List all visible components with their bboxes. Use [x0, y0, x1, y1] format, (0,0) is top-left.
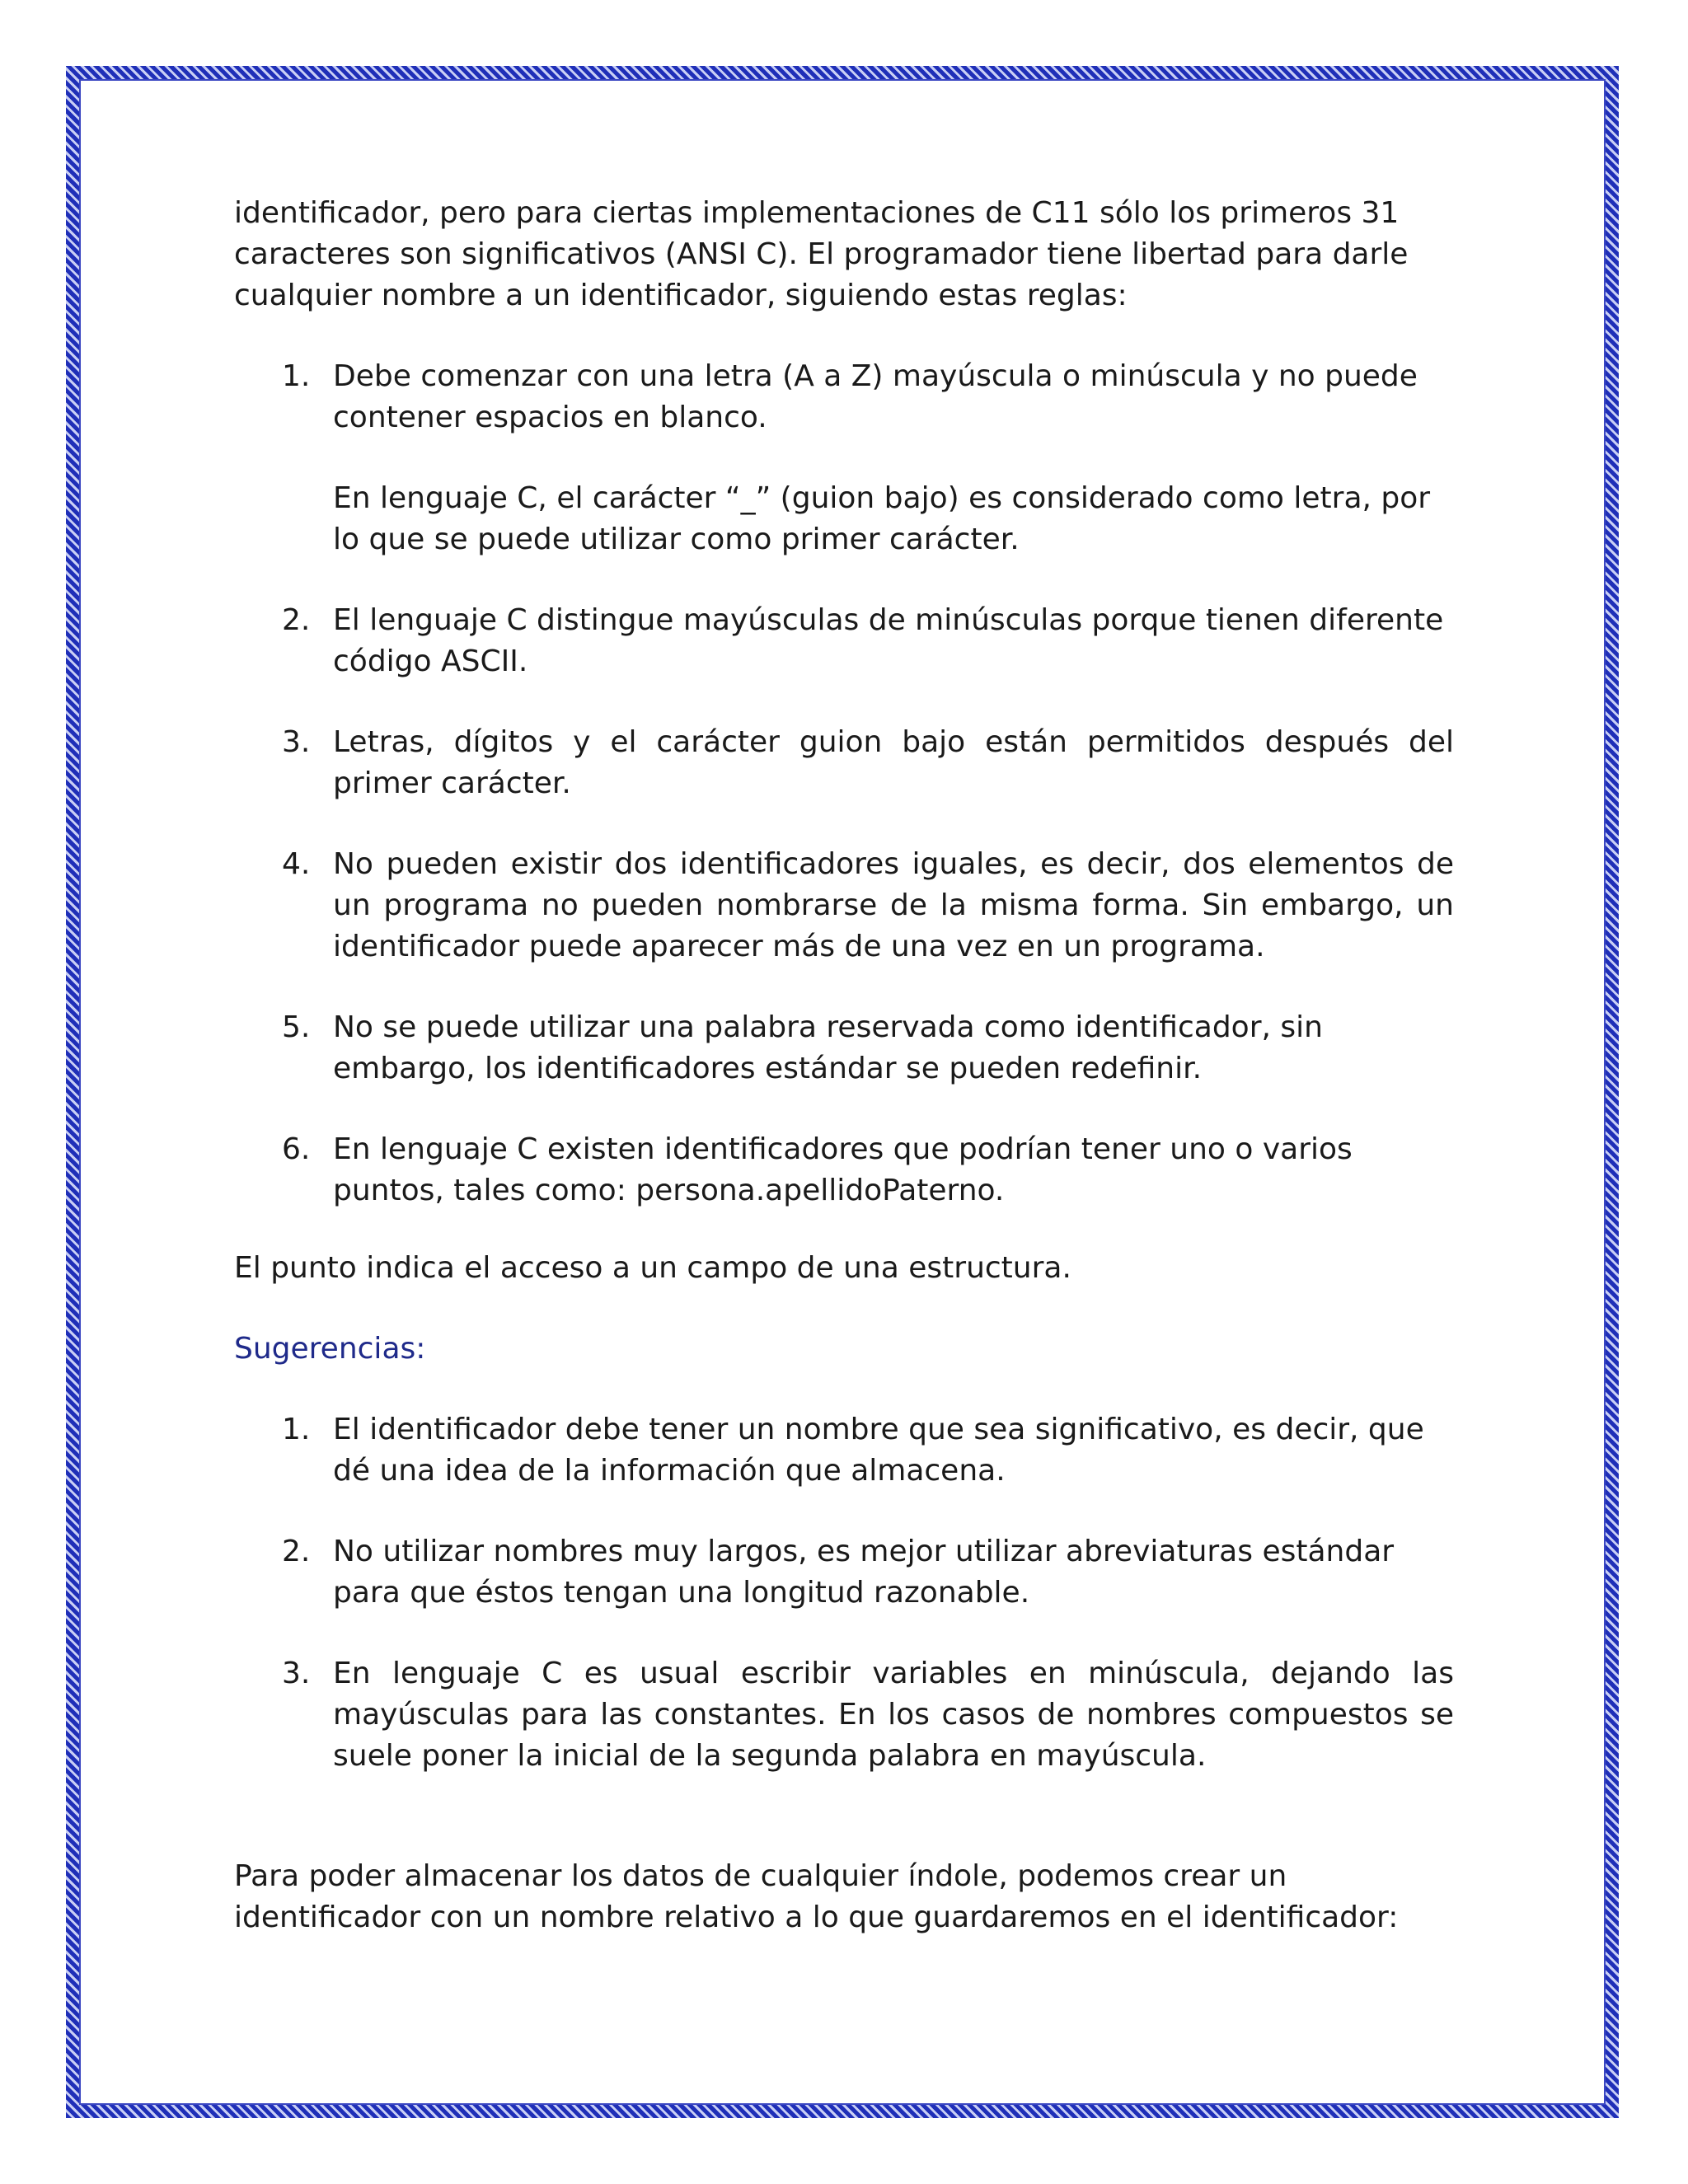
closing-paragraph: Para poder almacenar los datos de cualquier índole, podemos crear un identificador con un nombre relativo a lo que guardaremos en el identificador:: [234, 1859, 1399, 1934]
document-body: [234, 193, 1454, 1938]
rule-number: 3.: [282, 725, 311, 759]
rule-text: No se puede utilizar una palabra reservada como identificador, sin embargo, los identificadores estándar se pueden redefinir.: [333, 1010, 1323, 1085]
structure-note-paragraph: El punto indica el acceso a un campo de una estructura.: [234, 1251, 1071, 1285]
suggestion-item-3: [234, 1653, 1454, 1777]
rule-number: 2.: [282, 603, 311, 637]
rule-item-4: [234, 844, 1454, 968]
rule-text: No pueden existir dos identificadores iguales, es decir, dos elementos de un programa no pueden nombrarse de la misma forma. Sin embargo, un identificador puede aparecer más de una vez en un programa.: [333, 847, 1454, 963]
rule-number: 5.: [282, 1010, 311, 1044]
rule-item-3: [234, 722, 1454, 804]
suggestion-text: El identificador debe tener un nombre que sea significativo, es decir, que dé una idea de la información que almacena.: [333, 1413, 1424, 1488]
rule-item-2: [234, 600, 1454, 682]
rule-item-5: [234, 1007, 1454, 1090]
suggestion-number: 1.: [282, 1413, 311, 1446]
rule-number: 6.: [282, 1132, 311, 1166]
rule-text: El lenguaje C distingue mayúsculas de minúsculas porque tienen diferente código ASCII.: [333, 603, 1444, 678]
suggestion-item-2: [234, 1531, 1454, 1614]
suggestion-text: En lenguaje C es usual escribir variables en minúscula, dejando las mayúsculas para las constantes. En los casos de nombres compuestos se suele poner la inicial de la segunda palabra en mayúscula.: [333, 1657, 1454, 1773]
suggestion-item-1: [234, 1409, 1454, 1492]
rule-number: 4.: [282, 847, 311, 881]
suggestion-number: 3.: [282, 1657, 311, 1690]
rules-list: [234, 356, 1454, 1212]
intro-paragraph: identificador, pero para ciertas implementaciones de C11 sólo los primeros 31 caracteres son significativos (ANSI C). El programador tiene libertad para darle cualquier nombre a un identificador, siguiendo estas reglas:: [234, 196, 1409, 312]
rule-subtext: En lenguaje C, el carácter “_” (guion bajo) es considerado como letra, por lo que se puede utilizar como primer carácter.: [333, 481, 1431, 556]
suggestion-number: 2.: [282, 1535, 311, 1568]
rule-text: Letras, dígitos y el carácter guion bajo están permitidos después del primer carácter.: [333, 725, 1454, 800]
rule-text: Debe comenzar con una letra (A a Z) mayúscula o minúscula y no puede contener espacios en blanco.: [333, 359, 1418, 434]
rule-item-1: [234, 356, 1454, 560]
suggestions-list: [234, 1409, 1454, 1777]
rule-number: 1.: [282, 359, 311, 393]
rule-text: En lenguaje C existen identificadores que podrían tener uno o varios puntos, tales como: persona.apellidoPaterno.: [333, 1132, 1353, 1207]
rule-item-6: [234, 1129, 1454, 1212]
suggestions-heading: Sugerencias:: [234, 1332, 426, 1366]
suggestion-text: No utilizar nombres muy largos, es mejor utilizar abreviaturas estándar para que éstos tengan una longitud razonable.: [333, 1535, 1395, 1610]
